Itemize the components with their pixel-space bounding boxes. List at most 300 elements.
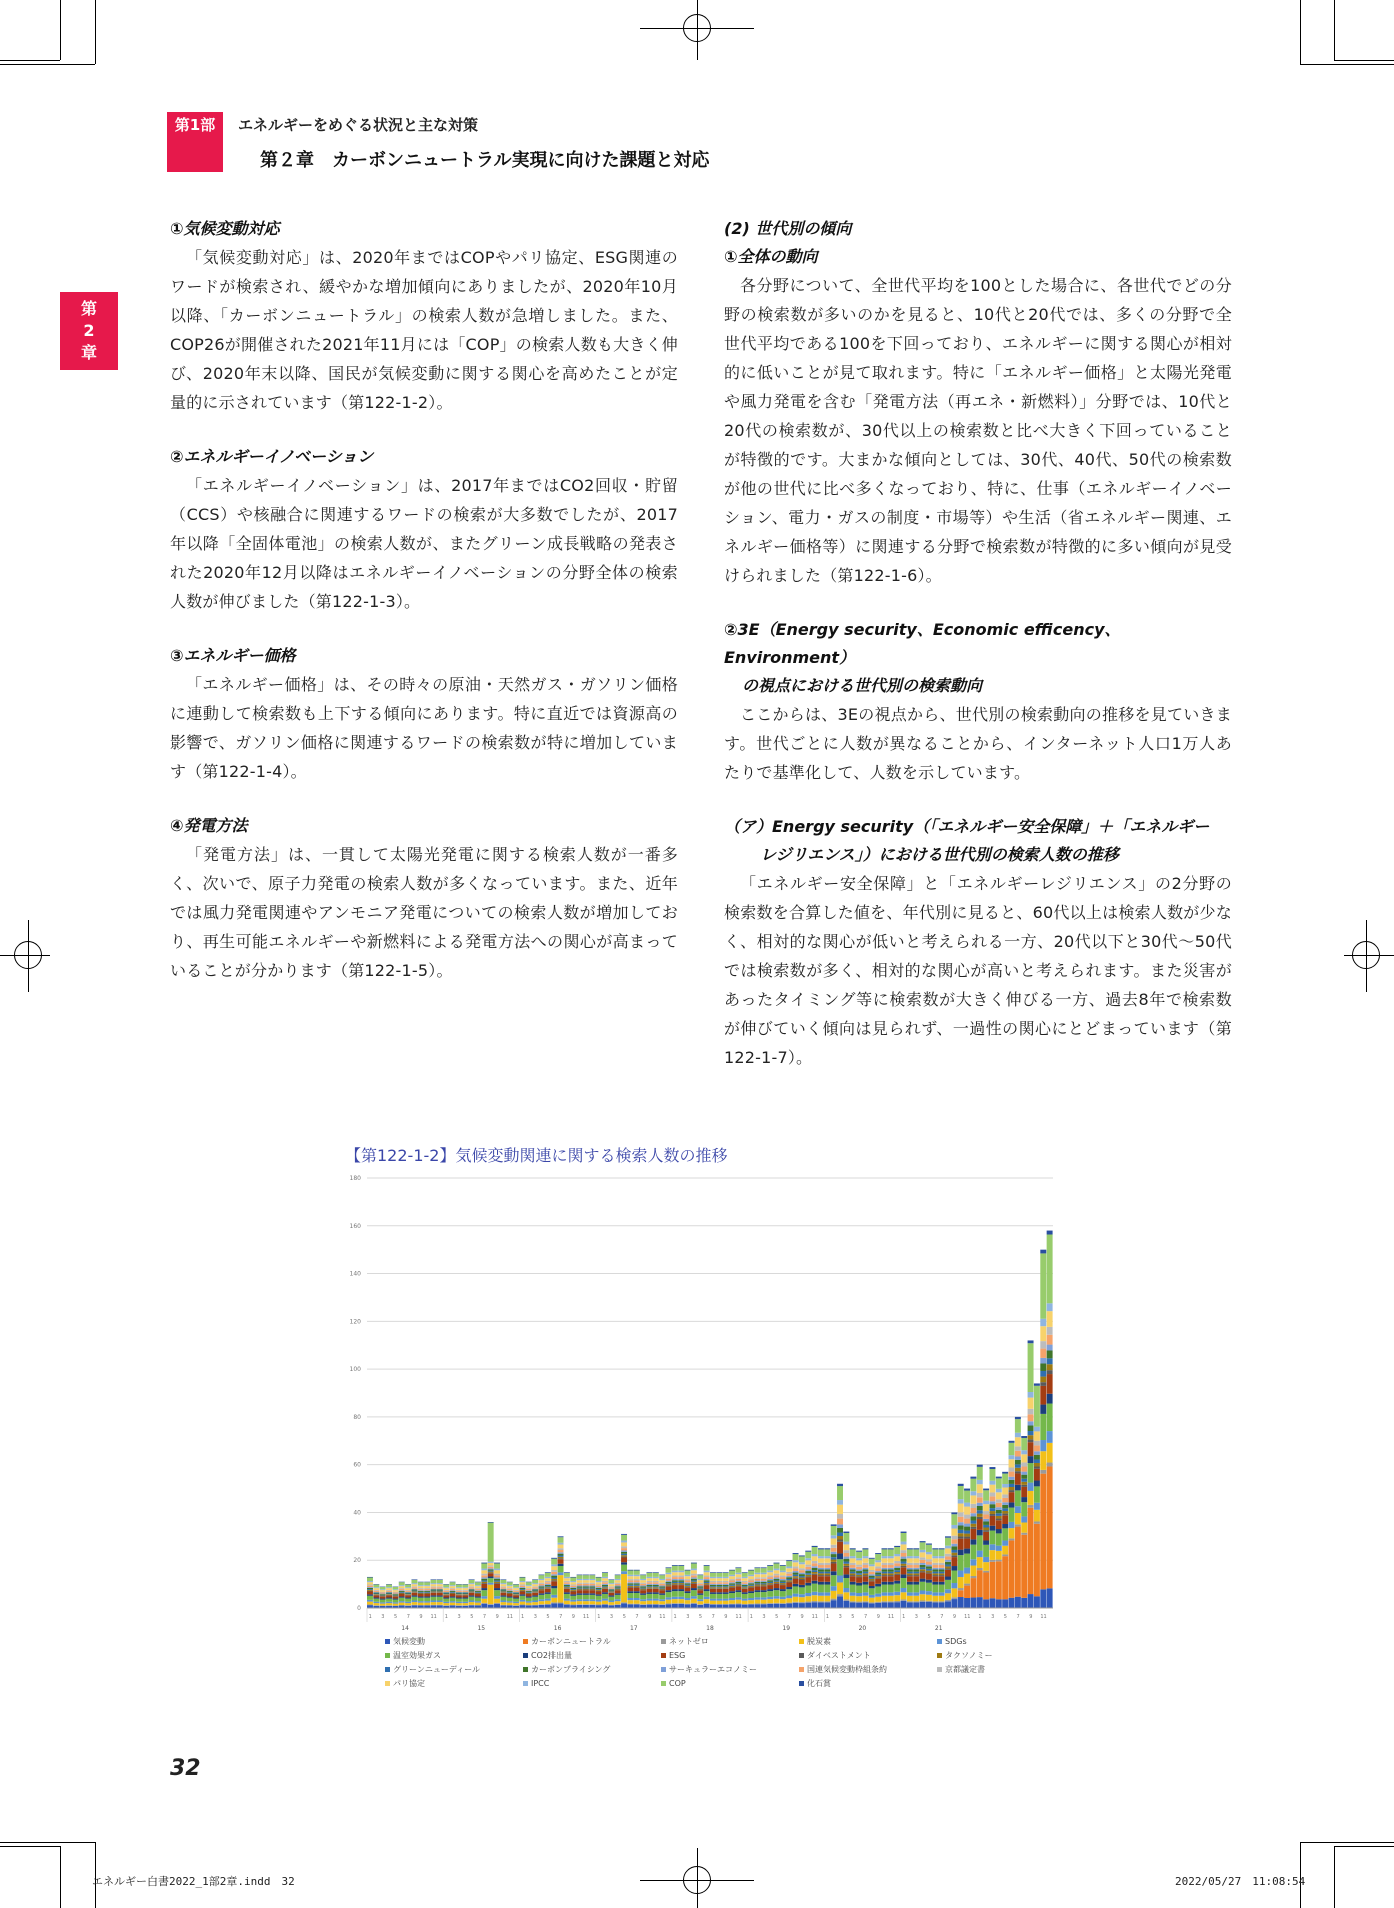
bar-segment: [437, 1591, 443, 1592]
bar-segment: [970, 1477, 976, 1479]
bar-segment: [443, 1603, 449, 1605]
bar-segment: [818, 1592, 824, 1595]
bar-segment: [1015, 1597, 1021, 1608]
bar-segment: [685, 1570, 691, 1574]
bar-segment: [983, 1571, 989, 1573]
side-tab-char: 章: [80, 343, 97, 362]
bar-segment: [437, 1601, 443, 1603]
bar-segment: [564, 1587, 570, 1588]
bar-segment: [437, 1586, 443, 1587]
bar-segment: [964, 1491, 970, 1503]
bar-segment: [418, 1585, 424, 1586]
bar-segment: [589, 1599, 595, 1601]
bar-segment: [443, 1588, 449, 1590]
bar-segment: [831, 1524, 837, 1526]
bar-segment: [926, 1554, 932, 1559]
bar-segment: [564, 1592, 570, 1594]
bar-segment: [564, 1582, 570, 1584]
bar-segment: [945, 1562, 951, 1565]
bar-segment: [666, 1603, 672, 1604]
bar-segment: [500, 1591, 506, 1592]
bar-segment: [691, 1577, 697, 1578]
bar-segment: [818, 1572, 824, 1574]
bar-segment: [862, 1601, 868, 1602]
bar-segment: [1034, 1386, 1040, 1427]
bar-segment: [704, 1577, 710, 1579]
bar-segment: [634, 1585, 640, 1586]
bar-segment: [996, 1533, 1002, 1545]
bar-segment: [602, 1585, 608, 1586]
bar-segment: [837, 1542, 843, 1554]
bar-segment: [761, 1573, 767, 1575]
bar-segment: [774, 1588, 780, 1590]
bar-segment: [951, 1550, 957, 1553]
bar-segment: [462, 1603, 468, 1605]
bar-segment: [907, 1558, 913, 1562]
bar-segment: [850, 1596, 856, 1602]
legend-label: ダイベストメント: [807, 1651, 871, 1660]
bar-segment: [901, 1544, 907, 1550]
bar-segment: [970, 1479, 976, 1492]
bar-segment: [869, 1598, 875, 1603]
x-tick-label: 3: [609, 1614, 614, 1620]
bar-segment: [964, 1549, 970, 1554]
bar-segment: [920, 1567, 926, 1569]
bar-segment: [945, 1538, 951, 1546]
bar-segment: [964, 1584, 970, 1586]
bar-segment: [481, 1570, 487, 1573]
bar-segment: [1002, 1505, 1008, 1508]
bar-segment: [539, 1580, 545, 1583]
bar-segment: [939, 1596, 945, 1602]
bar-segment: [1034, 1510, 1040, 1522]
bar-segment: [462, 1593, 468, 1594]
bar-segment: [685, 1579, 691, 1580]
bar-segment: [901, 1562, 907, 1564]
bar-segment: [545, 1604, 551, 1605]
bar-segment: [1047, 1303, 1053, 1311]
bar-segment: [589, 1593, 595, 1595]
x-tick-label: 3: [533, 1614, 537, 1620]
bar-segment: [513, 1603, 519, 1605]
x-tick-label: 1: [825, 1614, 830, 1620]
bar-segment: [691, 1603, 697, 1604]
bar-segment: [1034, 1469, 1040, 1481]
subsection-heading-cont: レジリエンス」）における世代別の検索人数の推移: [760, 845, 1119, 864]
bar-segment: [469, 1593, 475, 1596]
bar-segment: [812, 1581, 818, 1584]
bar-segment: [685, 1582, 691, 1583]
bar-segment: [450, 1593, 456, 1594]
bar-segment: [532, 1601, 538, 1603]
bar-segment: [977, 1514, 983, 1517]
bar-segment: [405, 1594, 411, 1595]
bar-segment: [424, 1592, 430, 1593]
bar-segment: [570, 1577, 576, 1578]
bar-segment: [469, 1602, 475, 1605]
bar-segment: [494, 1603, 500, 1604]
bar-segment: [945, 1570, 951, 1577]
bar-segment: [500, 1597, 506, 1601]
bar-segment: [862, 1575, 868, 1576]
bar-segment: [945, 1577, 951, 1580]
bar-segment: [767, 1583, 773, 1584]
bar-segment: [596, 1582, 602, 1584]
bar-segment: [437, 1591, 443, 1592]
legend-swatch: [523, 1639, 528, 1644]
year-label: 20: [858, 1625, 867, 1632]
bar-segment: [437, 1595, 443, 1596]
bar-segment: [437, 1602, 443, 1605]
bar-segment: [767, 1566, 773, 1571]
bar-segment: [481, 1599, 487, 1603]
bar-segment: [799, 1568, 805, 1570]
bar-segment: [786, 1587, 792, 1589]
bar-segment: [958, 1525, 964, 1529]
bar-segment: [951, 1512, 957, 1514]
bar-segment: [818, 1548, 824, 1549]
bar-segment: [456, 1594, 462, 1595]
bar-segment: [386, 1587, 392, 1588]
bar-segment: [539, 1604, 545, 1605]
bar-segment: [1015, 1506, 1021, 1513]
bar-segment: [399, 1592, 405, 1593]
bar-segment: [621, 1550, 627, 1551]
bar-segment: [615, 1590, 621, 1591]
bar-segment: [488, 1604, 494, 1605]
bar-segment: [1028, 1463, 1034, 1483]
bar-segment: [570, 1581, 576, 1582]
bar-segment: [564, 1578, 570, 1581]
x-tick-label: 11: [887, 1614, 895, 1620]
bar-segment: [805, 1603, 811, 1608]
bar-segment: [977, 1597, 983, 1608]
bar-segment: [615, 1583, 621, 1584]
bar-segment: [500, 1584, 506, 1586]
bar-segment: [977, 1465, 983, 1467]
bar-segment: [869, 1588, 875, 1595]
bar-segment: [615, 1590, 621, 1593]
legend-label: パリ協定: [393, 1679, 425, 1688]
bar-segment: [602, 1587, 608, 1588]
bar-segment: [920, 1550, 926, 1553]
bar-segment: [532, 1589, 538, 1590]
bar-segment: [913, 1596, 919, 1602]
bar-segment: [723, 1604, 729, 1605]
bar-segment: [494, 1584, 500, 1588]
bar-segment: [1034, 1503, 1040, 1510]
bar-segment: [932, 1549, 938, 1556]
bar-segment: [621, 1542, 627, 1546]
bar-segment: [539, 1575, 545, 1576]
bar-segment: [558, 1557, 564, 1558]
bar-segment: [672, 1604, 678, 1608]
bar-segment: [570, 1605, 576, 1606]
bar-segment: [729, 1579, 735, 1580]
bar-segment: [983, 1528, 989, 1531]
bar-segment: [545, 1586, 551, 1587]
bar-segment: [767, 1597, 773, 1599]
bar-segment: [862, 1548, 868, 1549]
bar-segment: [754, 1568, 760, 1573]
bar-segment: [685, 1598, 691, 1600]
bar-segment: [989, 1526, 995, 1531]
bar-segment: [539, 1584, 545, 1586]
bar-segment: [615, 1579, 621, 1580]
bar-segment: [373, 1594, 379, 1595]
bar-segment: [735, 1567, 741, 1568]
bar-segment: [481, 1582, 487, 1583]
bar-segment: [691, 1574, 697, 1576]
bar-segment: [1028, 1491, 1034, 1505]
bar-segment: [818, 1575, 824, 1576]
bar-segment: [812, 1547, 818, 1554]
bar-segment: [786, 1566, 792, 1568]
bar-segment: [901, 1557, 907, 1559]
bar-segment: [405, 1590, 411, 1591]
bar-segment: [831, 1600, 837, 1608]
year-label: 16: [553, 1625, 562, 1632]
bar-segment: [583, 1589, 589, 1590]
bar-segment: [615, 1589, 621, 1590]
bar-segment: [926, 1580, 932, 1583]
bar-segment: [742, 1584, 748, 1585]
bar-segment: [850, 1572, 856, 1574]
bar-segment: [386, 1590, 392, 1591]
bar-segment: [1009, 1443, 1015, 1455]
bar-segment: [526, 1591, 532, 1592]
bar-segment: [882, 1563, 888, 1565]
bar-segment: [392, 1594, 398, 1595]
bar-segment: [989, 1508, 995, 1511]
bar-segment: [500, 1580, 506, 1583]
bar-segment: [431, 1587, 437, 1588]
bar-segment: [907, 1549, 913, 1556]
bar-segment: [901, 1567, 907, 1574]
bar-segment: [666, 1584, 672, 1585]
bar-segment: [488, 1577, 494, 1579]
bar-segment: [481, 1579, 487, 1581]
bar-segment: [964, 1527, 970, 1531]
bar-segment: [951, 1514, 957, 1525]
bar-segment: [615, 1593, 621, 1595]
bar-segment: [983, 1515, 989, 1519]
bar-segment: [405, 1603, 411, 1605]
bar-segment: [469, 1601, 475, 1603]
bar-segment: [754, 1582, 760, 1584]
crop-mark: [1334, 60, 1394, 61]
bar-segment: [723, 1573, 729, 1577]
left-column: [170, 215, 678, 985]
bar-segment: [913, 1565, 919, 1568]
bar-segment: [1009, 1459, 1015, 1467]
bar-segment: [894, 1568, 900, 1570]
bar-segment: [780, 1591, 786, 1597]
bar-segment: [392, 1587, 398, 1589]
bar-segment: [945, 1568, 951, 1569]
bar-segment: [850, 1575, 856, 1576]
bar-segment: [367, 1581, 373, 1582]
bar-segment: [869, 1595, 875, 1598]
bar-segment: [932, 1563, 938, 1565]
bar-segment: [399, 1585, 405, 1586]
bar-segment: [742, 1587, 748, 1588]
bar-segment: [691, 1584, 697, 1588]
x-tick-label: 5: [927, 1614, 931, 1620]
bar-segment: [469, 1583, 475, 1584]
bar-segment: [913, 1558, 919, 1562]
bar-segment: [761, 1590, 767, 1592]
bar-segment: [488, 1563, 494, 1566]
bar-segment: [646, 1604, 652, 1605]
bar-segment: [704, 1579, 710, 1580]
bar-segment: [659, 1589, 665, 1590]
bar-segment: [735, 1579, 741, 1581]
bar-segment: [519, 1582, 525, 1584]
section-body: 「エネルギー価格」は、その時々の原油・天然ガス・ガソリン価格に連動して検索数も上下する傾向にあります。特に直近では資源高の影響で、ガソリン価格に関連するワードの検索数が特に増加しています（第122-1-4）。: [170, 675, 678, 781]
bar-segment: [996, 1489, 1002, 1492]
bar-segment: [1009, 1472, 1015, 1477]
bar-segment: [570, 1588, 576, 1589]
bar-segment: [754, 1603, 760, 1604]
bar-segment: [1047, 1364, 1053, 1370]
legend-swatch: [385, 1653, 390, 1658]
legend-swatch: [799, 1639, 804, 1644]
bar-segment: [577, 1579, 583, 1580]
bar-segment: [824, 1549, 830, 1556]
bar-segment: [831, 1575, 837, 1586]
bar-segment: [678, 1565, 684, 1566]
bar-segment: [627, 1570, 633, 1571]
bar-segment: [901, 1588, 907, 1592]
bar-segment: [824, 1601, 830, 1602]
legend-label: 温室効果ガス: [393, 1651, 441, 1660]
bar-segment: [1021, 1475, 1027, 1479]
bar-segment: [716, 1585, 722, 1586]
bar-segment: [1009, 1508, 1015, 1522]
bar-segment: [875, 1576, 881, 1578]
bar-segment: [780, 1579, 786, 1580]
bar-segment: [596, 1596, 602, 1600]
bar-segment: [1028, 1343, 1034, 1392]
bar-segment: [1040, 1405, 1046, 1414]
bar-segment: [1040, 1414, 1046, 1440]
bar-segment: [519, 1588, 525, 1589]
bar-segment: [1040, 1341, 1046, 1348]
bar-segment: [589, 1590, 595, 1591]
bar-segment: [392, 1594, 398, 1595]
bar-segment: [526, 1582, 532, 1585]
bar-segment: [399, 1588, 405, 1589]
bar-segment: [1021, 1535, 1027, 1598]
bar-segment: [958, 1522, 964, 1525]
bar-segment: [627, 1600, 633, 1604]
bar-segment: [1028, 1414, 1034, 1421]
bar-segment: [888, 1558, 894, 1562]
bar-segment: [780, 1599, 786, 1603]
bar-segment: [875, 1603, 881, 1608]
bar-segment: [754, 1592, 760, 1597]
crop-mark: [60, 1846, 61, 1908]
bar-segment: [729, 1582, 735, 1583]
bar-segment: [742, 1605, 748, 1608]
year-label: 17: [629, 1625, 638, 1632]
bar-segment: [761, 1600, 767, 1604]
bar-segment: [970, 1504, 976, 1508]
bar-segment: [812, 1595, 818, 1601]
bar-segment: [901, 1564, 907, 1566]
bar-segment: [850, 1592, 856, 1595]
bar-segment: [475, 1598, 481, 1601]
bar-segment: [729, 1575, 735, 1576]
bar-segment: [1040, 1349, 1046, 1358]
bar-segment: [831, 1599, 837, 1601]
bar-segment: [710, 1588, 716, 1589]
bar-segment: [462, 1588, 468, 1590]
bar-segment: [697, 1580, 703, 1583]
bar-segment: [1021, 1438, 1027, 1450]
bar-segment: [589, 1583, 595, 1584]
bar-segment: [634, 1591, 640, 1593]
bar-segment: [494, 1563, 500, 1564]
bar-segment: [596, 1600, 602, 1602]
bar-segment: [989, 1469, 995, 1481]
bar-segment: [551, 1588, 557, 1595]
bar-segment: [710, 1594, 716, 1599]
bar-segment: [862, 1569, 868, 1571]
bar-segment: [1028, 1409, 1034, 1415]
bar-segment: [964, 1586, 970, 1598]
section-heading: (2) 世代別の傾向: [724, 219, 852, 238]
bar-segment: [418, 1592, 424, 1593]
bar-segment: [551, 1572, 557, 1574]
bar-segment: [882, 1602, 888, 1608]
bar-segment: [1021, 1485, 1027, 1487]
bar-segment: [805, 1552, 811, 1558]
crop-mark: [0, 1846, 60, 1847]
bar-segment: [494, 1579, 500, 1581]
bar-segment: [786, 1568, 792, 1572]
bar-segment: [913, 1563, 919, 1565]
x-tick-label: 1: [368, 1614, 372, 1620]
bar-segment: [920, 1601, 926, 1602]
bar-segment: [837, 1533, 843, 1536]
chart-title: 【第122-1-2】気候変動関連に関する検索人数の推移: [345, 1146, 728, 1165]
bar-segment: [424, 1589, 430, 1590]
bar-segment: [424, 1596, 430, 1597]
bar-segment: [964, 1519, 970, 1524]
bar-segment: [659, 1579, 665, 1580]
bar-segment: [507, 1590, 513, 1591]
x-tick-label: 9: [800, 1614, 804, 1620]
bar-segment: [500, 1601, 506, 1603]
bar-segment: [640, 1595, 646, 1599]
bar-segment: [901, 1566, 907, 1567]
bar-segment: [519, 1590, 525, 1591]
bar-segment: [716, 1587, 722, 1588]
bar-segment: [494, 1588, 500, 1590]
bar-segment: [951, 1557, 957, 1566]
bar-segment: [901, 1533, 907, 1542]
bar-segment: [1021, 1523, 1027, 1533]
bar-segment: [888, 1563, 894, 1565]
bar-segment: [564, 1588, 570, 1589]
bar-segment: [894, 1572, 900, 1574]
bar-segment: [672, 1603, 678, 1604]
bar-segment: [564, 1581, 570, 1582]
bar-segment: [761, 1592, 767, 1597]
bar-segment: [888, 1565, 894, 1568]
